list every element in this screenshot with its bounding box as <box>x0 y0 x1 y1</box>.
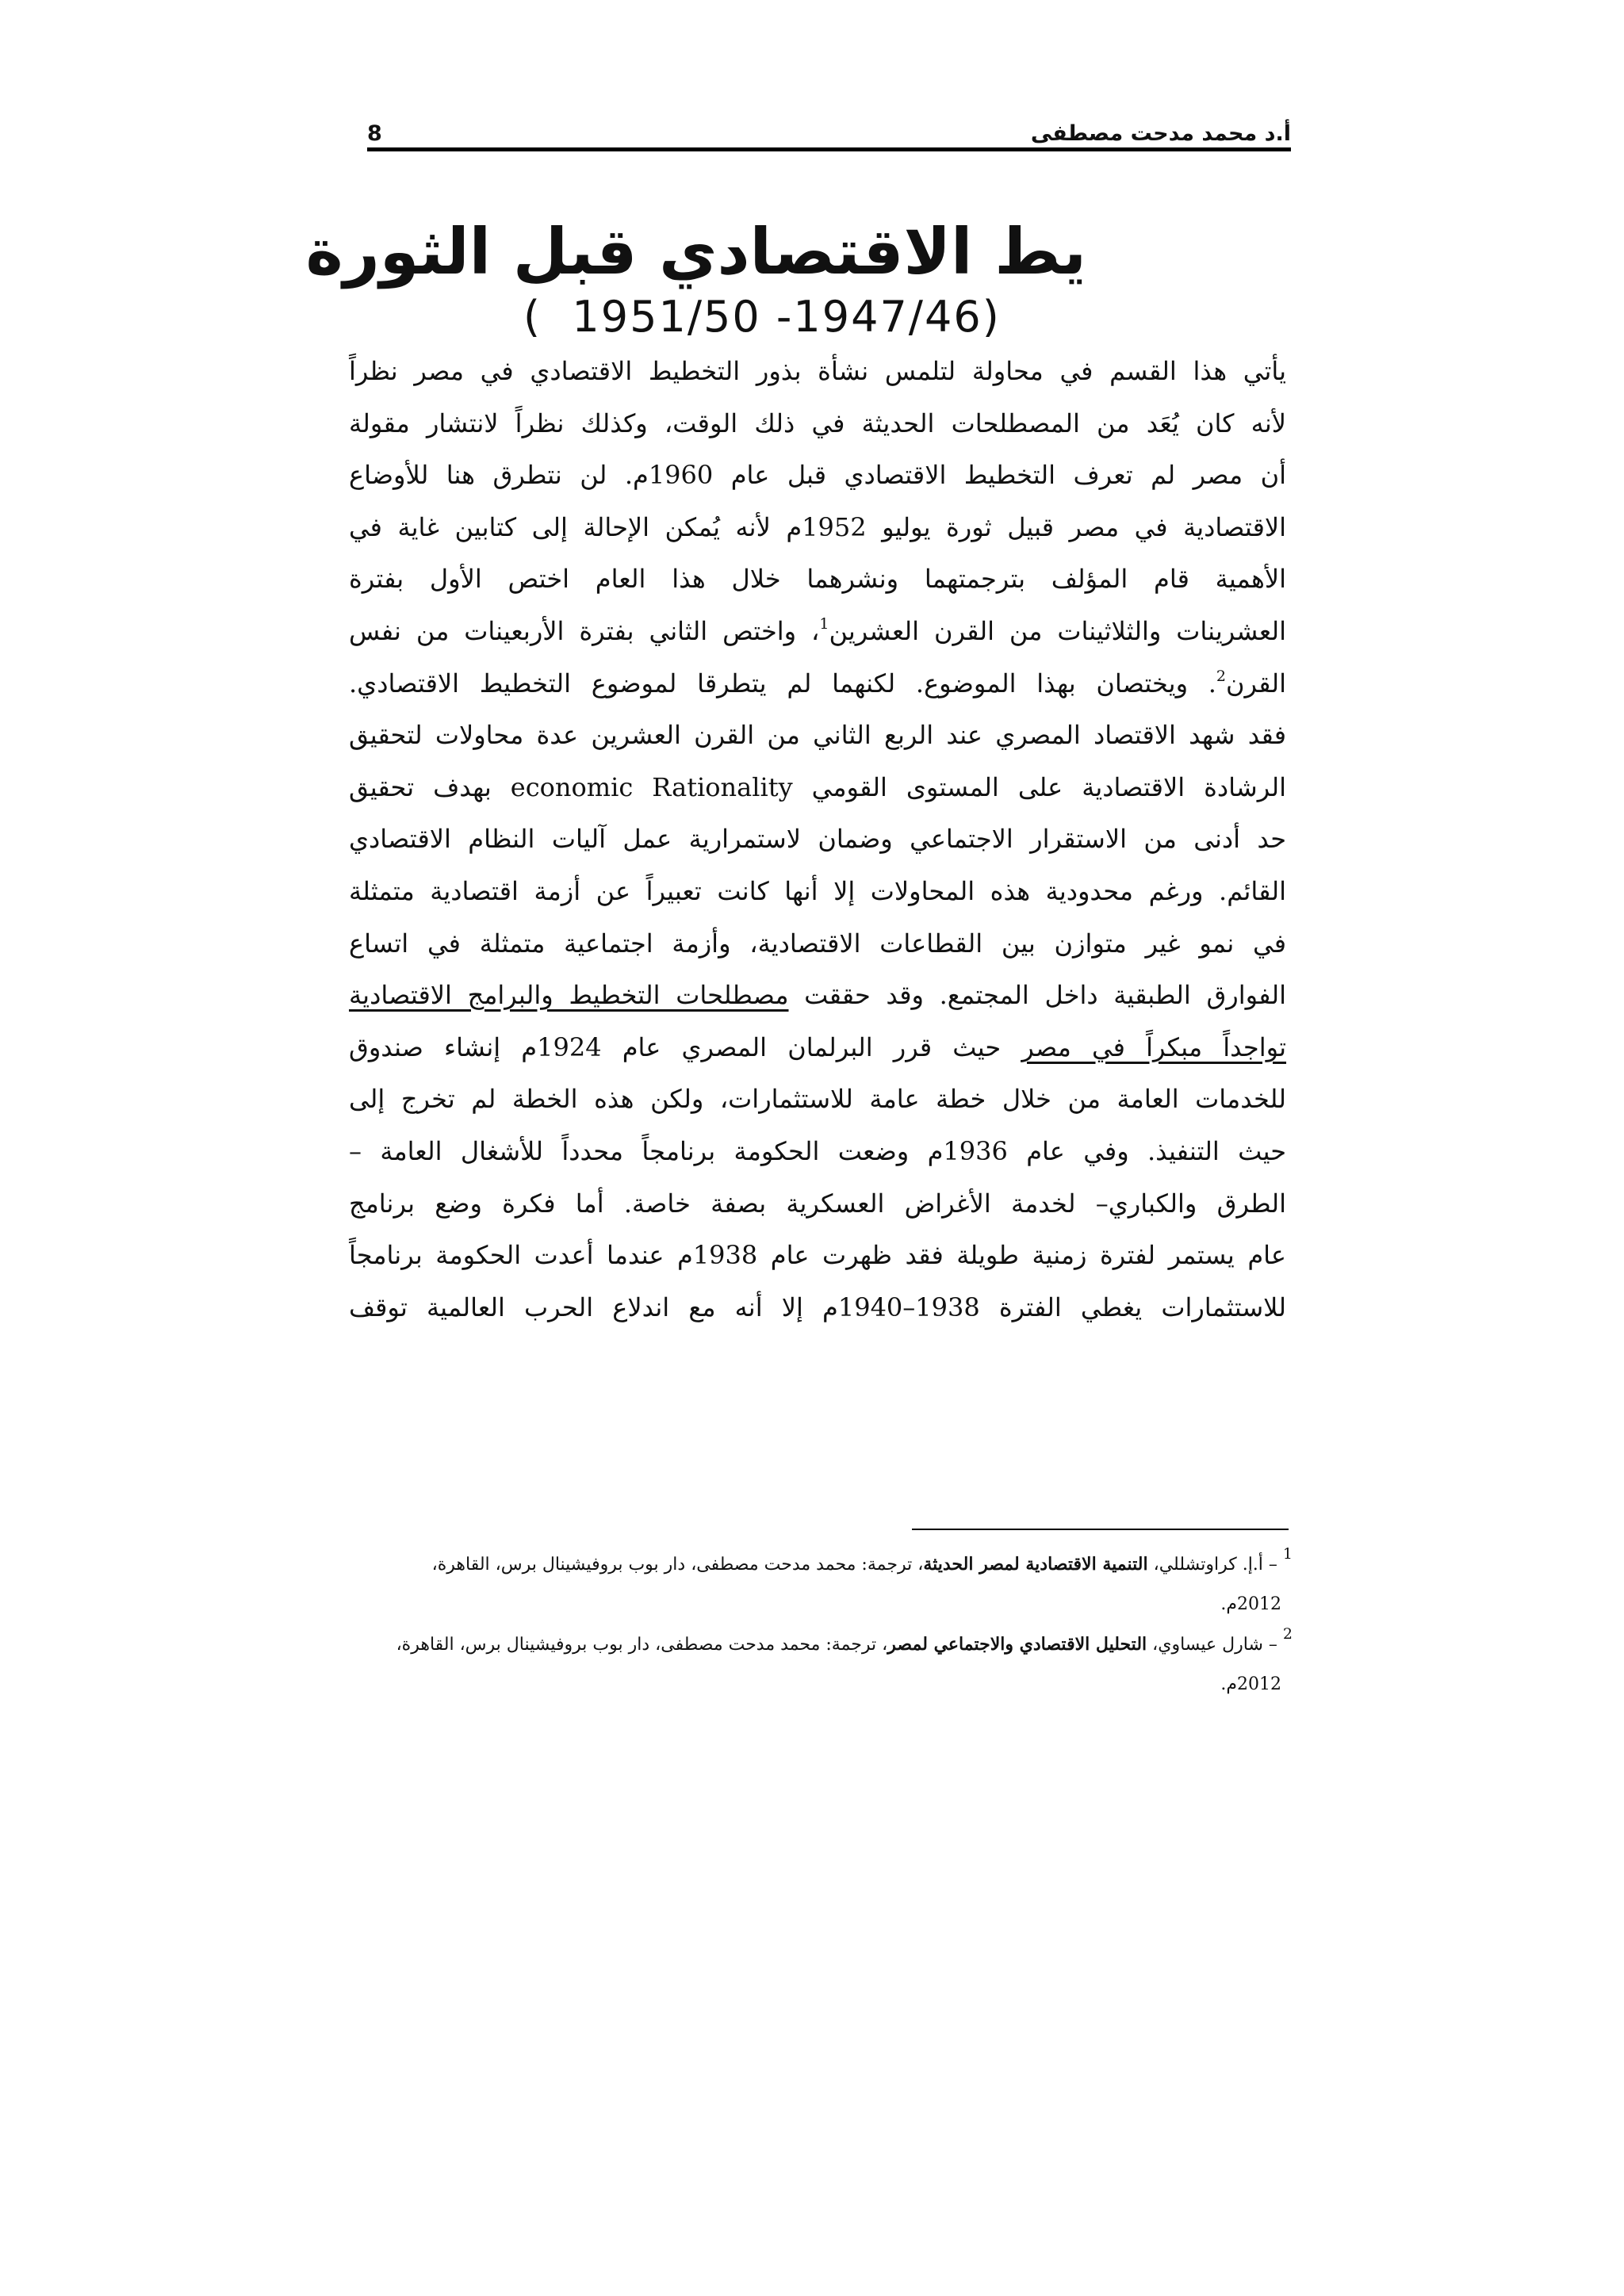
body-line: الاقتصادية في مصر قبيل ثورة يوليو 1952م لأنه يُمكن الإحالة إلى كتابين غاية في <box>349 511 1287 542</box>
author-name: أ.د محمد مدحت مصطفى <box>1030 121 1291 146</box>
body-line: يأتي هذا القسم في محاولة لتلمس نشأة بذور التخطيط الاقتصادي في مصر نظراً <box>349 356 1286 386</box>
body-line: فقد شهد الاقتصاد المصري عند الربع الثاني من القرن العشرين عدة محاولات لتحقيق <box>349 720 1286 751</box>
footnote-number: 1 <box>1282 1545 1293 1563</box>
body-line: أن مصر لم تعرف التخطيط الاقتصادي قبل عام 1960م. لن نتطرق هنا للأوضاع <box>349 460 1287 491</box>
body-line: الرشادة الاقتصادية على المستوى القومي economic Rationality بهدف تحقيق <box>349 771 1287 802</box>
body-line: للاستثمارات يغطي الفترة 1938–1940م إلا أنه مع اندلاع الحرب العالمية توقف <box>349 1292 1287 1322</box>
section-title: يط الاقتصادي قبل الثورة <box>305 215 1086 289</box>
body-text-segment: . ويختصان بهذا الموضوع. لكنهما لم يتطرقا لموضوع التخطيط الاقتصادي. <box>349 668 1216 698</box>
body-line: لأنه كان يُعَد من المصطلحات الحديثة في ذلك الوقت، وكذلك نظراً لانتشار مقولة <box>349 408 1286 438</box>
body-line: حيث التنفيذ. وفي عام 1936م وضعت الحكومة برنامجاً محدداً للأشغال العامة – <box>349 1135 1287 1166</box>
body-text-segment: حيث قرر البرلمان المصري عام 1924م إنشاء صندوق <box>349 1031 1022 1062</box>
underlined-phrase: تواجداً مبكراً في مصر <box>1021 1031 1287 1062</box>
footnote-text: – أ.إ. كراوتشللي، <box>1147 1555 1283 1575</box>
footnote-text: ، ترجمة: محمد مدحت مصطفى، دار بوب بروفيشينال برس، القاهرة، <box>396 1635 888 1655</box>
footnote-book-title: التنمية الاقتصادية لمصر الحديثة <box>923 1554 1148 1575</box>
underlined-phrase: مصطلحات التخطيط والبرامج الاقتصادية <box>349 980 789 1011</box>
body-line <box>349 1022 1286 1074</box>
body-text-segment: ، واختص الثاني بفترة الأربعينات من نفس <box>349 615 820 646</box>
body-line: حد أدنى من الاستقرار الاجتماعي وضمان لاستمرارية عمل آليات النظام الاقتصادي <box>349 824 1287 855</box>
footnote-number: 2 <box>1282 1625 1293 1643</box>
footnote-item <box>373 1624 1293 1665</box>
body-text-segment: الفوارق الطبقية داخل المجتمع. وقد حققت <box>788 980 1287 1011</box>
body-line: الطرق والكباري– لخدمة الأغراض العسكرية بصفة خاصة. أما فكرة وضع برنامج <box>349 1188 1286 1219</box>
header-rule <box>367 147 1291 151</box>
footnote-book-title: التحليل الاقتصادي والاجتماعي لمصر <box>887 1634 1147 1655</box>
footnote-ref: 1 <box>819 614 829 633</box>
body-line: في نمو غير متوازن بين القطاعات الاقتصادية، وأزمة اجتماعية متمثلة في اتساع <box>349 928 1286 959</box>
body-line: للخدمات العامة من خلال خطة عامة للاستثمارات، ولكن هذه الخطة لم تخرج إلى <box>349 1084 1286 1115</box>
footnote-item <box>373 1544 1293 1585</box>
body-line <box>349 970 1286 1022</box>
page-header <box>367 101 1291 146</box>
footnotes <box>373 1544 1293 1705</box>
body-line: عام يستمر لفترة زمنية طويلة فقد ظهرت عام 1938م عندما أعدت الحكومة برنامجاً <box>349 1240 1287 1271</box>
body-line: الأهمية قام المؤلف بترجمتهما ونشرهما خلال هذا العام اختص الأول بفترة <box>349 564 1287 595</box>
footnote-year: 2012م. <box>1220 1674 1281 1694</box>
body-text-segment: القرن <box>1226 668 1286 698</box>
footnote-text: – شارل عيساوي، <box>1147 1635 1283 1655</box>
footnote-separator <box>912 1529 1289 1530</box>
body-line: القائم. ورغم محدودية هذه المحاولات إلا أنها كانت تعبيراً عن أزمة اقتصادية متمثلة <box>349 875 1286 906</box>
body-text-segment: العشرينات والثلاثينات من القرن العشرين <box>829 615 1287 646</box>
page-number: 8 <box>367 121 382 146</box>
body-paragraph <box>349 346 1286 1334</box>
section-subtitle: ( 1951/50 -1947/46) <box>523 292 1001 342</box>
footnote-year: 2012م. <box>1220 1594 1281 1614</box>
body-line <box>349 606 1286 658</box>
body-line <box>349 658 1286 710</box>
footnote-text: ، ترجمة: محمد مدحت مصطفى، دار بوب بروفيشينال برس، القاهرة، <box>431 1555 924 1575</box>
footnote-ref: 2 <box>1216 667 1227 685</box>
